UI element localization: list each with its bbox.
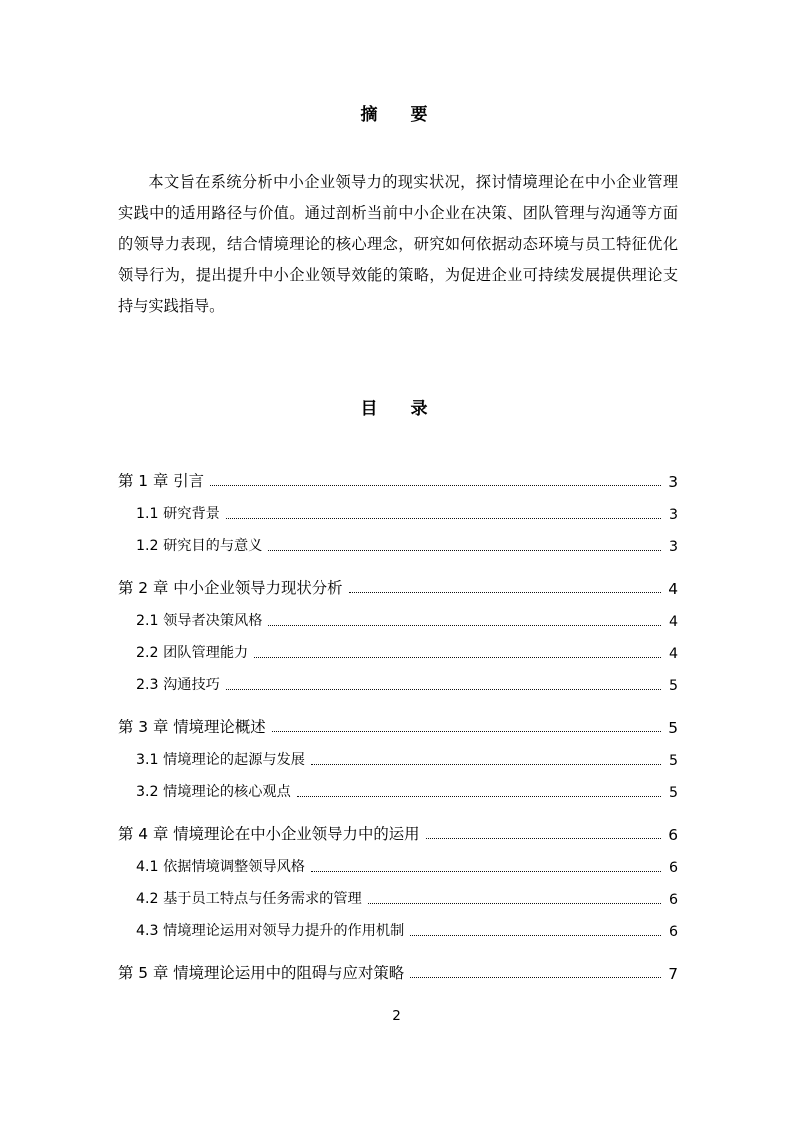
toc-entry-label: 第 5 章 情境理论运用中的阻碍与应对策略 [118, 964, 405, 982]
toc-entry[interactable] [118, 920, 678, 940]
toc-entry[interactable] [118, 856, 678, 876]
toc-entry-label: 第 2 章 中小企业领导力现状分析 [118, 579, 343, 597]
toc-entry-label: 3.1 情境理论的起源与发展 [136, 752, 305, 768]
toc-leader [368, 894, 661, 908]
toc-entry-page: 5 [668, 785, 678, 801]
toc-entry-page: 4 [668, 580, 678, 598]
toc-leader [410, 926, 661, 940]
toc-leader [426, 829, 661, 844]
toc-leader [226, 680, 661, 694]
toc-entry[interactable] [118, 888, 678, 908]
table-of-contents [118, 469, 678, 983]
toc-entry-label: 4.1 依据情境调整领导风格 [136, 859, 305, 875]
toc-entry[interactable] [118, 576, 678, 598]
toc-entry-label: 第 3 章 情境理论概述 [118, 718, 266, 736]
toc-leader [410, 968, 661, 983]
toc-entry[interactable] [118, 610, 678, 630]
toc-leader [311, 755, 661, 769]
toc-entry-page: 5 [668, 753, 678, 769]
toc-entry[interactable] [118, 961, 678, 983]
toc-entry-label: 2.2 团队管理能力 [136, 645, 249, 661]
toc-entry-page: 6 [668, 924, 678, 940]
toc-leader [297, 787, 661, 801]
toc-entry-page: 6 [668, 892, 678, 908]
toc-entry-label: 4.2 基于员工特点与任务需求的管理 [136, 891, 362, 907]
toc-entry[interactable] [118, 535, 678, 555]
toc-leader [210, 476, 661, 491]
toc-entry-page: 3 [668, 473, 678, 491]
toc-leader [311, 862, 661, 876]
toc-heading: 目 录 [360, 399, 436, 419]
abstract-body: 本文旨在系统分析中小企业领导力的现实状况，探讨情境理论在中小企业管理实践中的适用路径与价值。通过剖析当前中小企业在决策、团队管理与沟通等方面的领导力表现，结合情境理论的核心理念，研究如何依据动态环境与员工特征优化领导行为，提出提升中小企业领导效能的策略，为促进企业可持续发展提供理论支持与实践指导。 [118, 173, 678, 315]
toc-entry-label: 2.1 领导者决策风格 [136, 613, 263, 629]
toc-entry[interactable] [118, 822, 678, 844]
toc-entry-label: 4.3 情境理论运用对领导力提升的作用机制 [136, 923, 405, 939]
toc-leader [272, 722, 661, 737]
toc-entry-page: 6 [668, 860, 678, 876]
toc-entry-page: 5 [668, 719, 678, 737]
toc-entry-label: 第 4 章 情境理论在中小企业领导力中的运用 [118, 825, 420, 843]
toc-entry-page: 3 [668, 507, 678, 523]
toc-entry[interactable] [118, 503, 678, 523]
toc-entry[interactable] [118, 715, 678, 737]
toc-entry-label: 第 1 章 引言 [118, 472, 205, 490]
toc-entry-label: 2.3 沟通技巧 [136, 677, 220, 693]
toc-entry[interactable] [118, 674, 678, 694]
toc-entry-page: 6 [668, 826, 678, 844]
page-content [118, 0, 678, 987]
toc-entry-page: 4 [668, 614, 678, 630]
toc-entry-label: 1.1 研究背景 [136, 506, 220, 522]
toc-leader [226, 509, 661, 523]
page-number: 2 [392, 1008, 401, 1024]
toc-entry-page: 7 [668, 965, 678, 983]
toc-entry[interactable] [118, 469, 678, 491]
abstract-heading: 摘 要 [360, 105, 436, 125]
toc-entry-label: 1.2 研究目的与意义 [136, 538, 263, 554]
toc-entry[interactable] [118, 781, 678, 801]
toc-entry-page: 4 [668, 646, 678, 662]
toc-leader [268, 616, 661, 630]
toc-entry-label: 3.2 情境理论的核心观点 [136, 784, 291, 800]
toc-entry-page: 3 [668, 539, 678, 555]
toc-leader [254, 648, 661, 662]
toc-entry-page: 5 [668, 678, 678, 694]
toc-entry[interactable] [118, 642, 678, 662]
toc-leader [268, 541, 661, 555]
toc-leader [349, 583, 661, 598]
toc-entry[interactable] [118, 749, 678, 769]
